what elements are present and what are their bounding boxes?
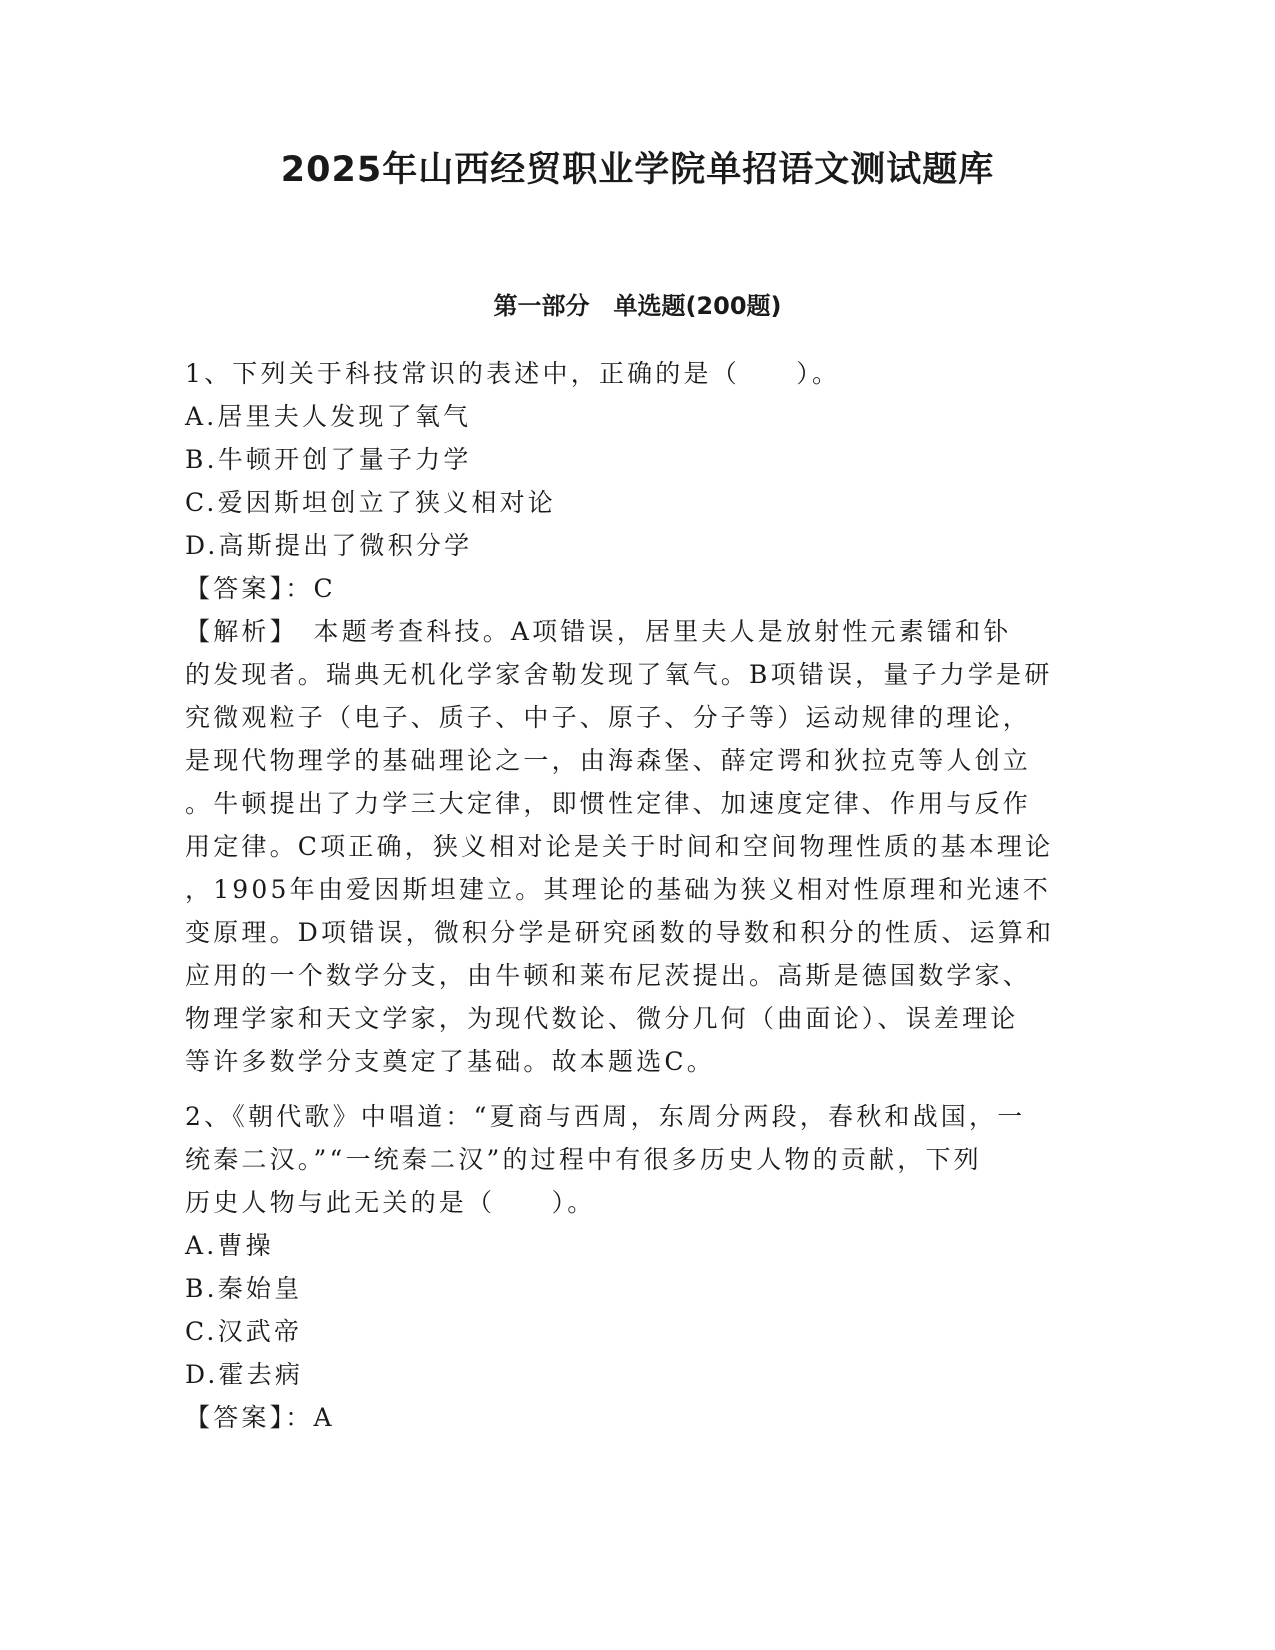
analysis-line: 变原理。D项错误，微积分学是研究函数的导数和积分的性质、运算和 — [185, 918, 1055, 947]
answer: 【答案】：A — [185, 1403, 335, 1432]
analysis-line: 。牛顿提出了力学三大定律，即惯性定律、加速度定律、作用与反作 — [185, 789, 1032, 818]
answer: 【答案】：C — [185, 574, 336, 603]
question-stem: 1、下列关于科技常识的表述中，正确的是（ ）。 — [185, 359, 841, 388]
option-c: C.爱因斯坦创立了狭义相对论 — [185, 488, 556, 517]
analysis-line: 究微观粒子（电子、质子、中子、原子、分子等）运动规律的理论， — [185, 703, 1032, 732]
option-a: A.曹操 — [185, 1231, 274, 1260]
question-spacer — [185, 1083, 1085, 1095]
question-2 — [185, 1095, 1085, 1439]
analysis-line: 应用的一个数学分支，由牛顿和莱布尼茨提出。高斯是德国数学家、 — [185, 961, 1032, 990]
analysis-line: 用定律。C项正确，狭义相对论是关于时间和空间物理性质的基本理论 — [185, 832, 1054, 861]
option-d: D.高斯提出了微积分学 — [185, 531, 473, 560]
question-1 — [185, 352, 1085, 1083]
analysis-line: ，1905年由爱因斯坦建立。其理论的基础为狭义相对性原理和光速不 — [185, 875, 1052, 904]
analysis-line: 是现代物理学的基础理论之一，由海森堡、薛定谔和狄拉克等人创立 — [185, 746, 1032, 775]
document-title: 2025年山西经贸职业学院单招语文测试题库 — [280, 150, 995, 190]
question-list — [185, 352, 1085, 1439]
option-a: A.居里夫人发现了氧气 — [185, 402, 472, 431]
analysis-line: 等许多数学分支奠定了基础。故本题选C。 — [185, 1047, 715, 1076]
question-stem: 历史人物与此无关的是（ ）。 — [185, 1188, 596, 1217]
analysis-line: 的发现者。瑞典无机化学家舍勒发现了氧气。B项错误，量子力学是研 — [185, 660, 1053, 689]
analysis-line: 【解析】 本题考查科技。A项错误，居里夫人是放射性元素镭和钋 — [185, 617, 1012, 646]
section-title: 第一部分 单选题(200题) — [493, 292, 782, 320]
option-b: B.秦始皇 — [185, 1274, 303, 1303]
option-d: D.霍去病 — [185, 1360, 304, 1389]
analysis-line: 物理学家和天文学家，为现代数论、微分几何（曲面论）、误差理论 — [185, 1004, 1019, 1033]
option-b: B.牛顿开创了量子力学 — [185, 445, 472, 474]
option-c: C.汉武帝 — [185, 1317, 303, 1346]
analysis — [185, 610, 1085, 1083]
question-stem: 统秦二汉。”“一统秦二汉”的过程中有很多历史人物的贡献，下列 — [185, 1145, 982, 1174]
question-stem: 2、《朝代歌》中唱道：“夏商与西周，东周分两段，春秋和战国，一 — [185, 1102, 1026, 1131]
